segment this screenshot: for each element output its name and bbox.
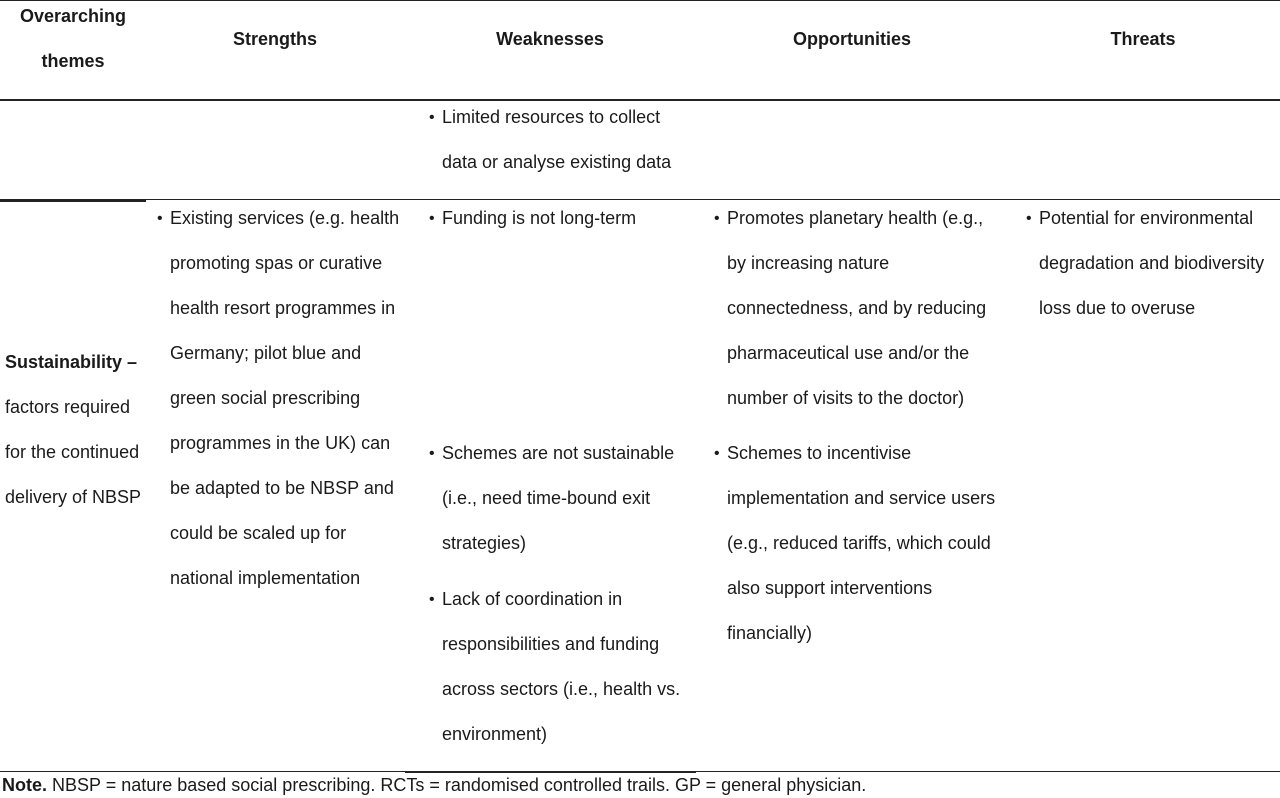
- note-text: NBSP = nature based social prescribing. RCTs = randomised controlled trails. GP = general physician.: [47, 775, 867, 795]
- list-item: • Schemes to incentivise implementation and service users (e.g., reduced tariffs, which could also support interventions financially): [714, 431, 1004, 656]
- list-item: • Existing services (e.g. health promoting spas or curative health resort programmes in Germany; pilot blue and green social prescribing programmes in the UK) can be adapted to be NBSP and could be scaled up for national implementation: [157, 196, 402, 601]
- table-note: [2, 772, 866, 798]
- theme-title: Sustainability –: [5, 352, 138, 372]
- list-item: • Lack of coordination in responsibilities and funding across sectors (i.e., health vs. environment): [429, 577, 694, 757]
- header-themes: Overarching themes: [19, 6, 127, 71]
- list-item: • Promotes planetary health (e.g., by increasing nature connectedness, and by reducing pharmaceutical use and/or the number of visits to the doctor): [714, 196, 1004, 421]
- theme-cell-rule: [0, 200, 146, 202]
- list-item: • Funding is not long-term: [429, 196, 694, 241]
- sustainability-weaknesses-3: [429, 577, 694, 757]
- theme-description: factors required for the continued delivery of NBSP: [5, 397, 142, 507]
- top-row-weaknesses: [429, 95, 691, 185]
- sustainability-weaknesses-2: [429, 431, 694, 566]
- sustainability-threats: [1026, 196, 1276, 331]
- header-threats: Threats: [1110, 29, 1176, 49]
- header-opportunities: Opportunities: [793, 29, 911, 49]
- sustainability-opportunities-2: [714, 431, 1004, 656]
- theme-cell-sustainability: [5, 340, 147, 520]
- header-strengths: Strengths: [232, 29, 317, 49]
- sustainability-strengths: [157, 196, 402, 601]
- header-weaknesses: Weaknesses: [496, 29, 604, 49]
- list-item: • Limited resources to collect data or analyse existing data: [429, 95, 691, 185]
- list-item: • Potential for environmental degradation and biodiversity loss due to overuse: [1026, 196, 1276, 331]
- table-top-rule: [0, 0, 1280, 1]
- sustainability-weaknesses-1: [429, 196, 694, 241]
- list-item: • Schemes are not sustainable (i.e., need time-bound exit strategies): [429, 431, 694, 566]
- sustainability-opportunities-1: [714, 196, 1004, 421]
- note-label: Note.: [2, 775, 47, 795]
